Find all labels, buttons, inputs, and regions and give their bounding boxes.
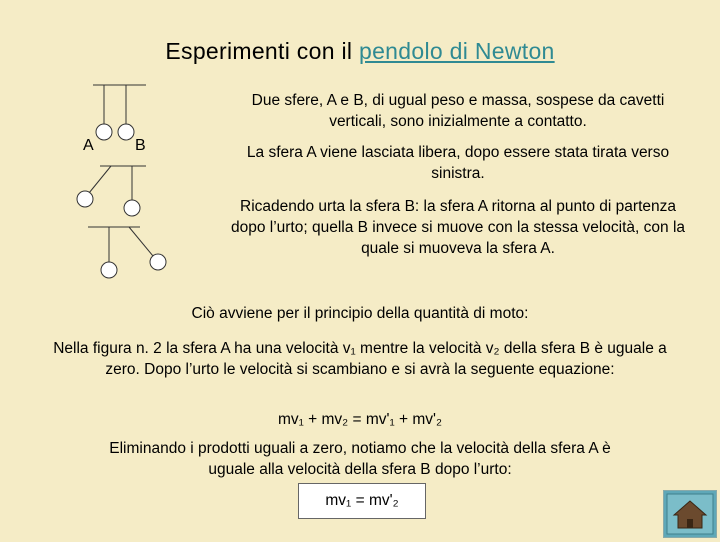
paragraph-conclusion: Eliminando i prodotti uguali a zero, notiamo che la velocità della sfera A è uguale alla velocità della sfera B dopo l’urto:	[109, 440, 611, 478]
ball-b-1	[118, 124, 134, 140]
title-prefix: Esperimenti con il	[165, 38, 353, 64]
home-icon	[664, 491, 716, 537]
paragraph-figure2: Nella figura n. 2 la sfera A ha una velocità v₁ mentre la velocità v₂ della sfera B è uguale a zero. Dopo l’urto le velocità si scambiano e si avrà la seguente equazione:	[53, 340, 667, 378]
home-button[interactable]	[663, 490, 717, 538]
label-a: A	[83, 137, 94, 154]
ball-a-1	[96, 124, 112, 140]
paragraph-principle: Ciò avviene per il principio della quantità di moto:	[191, 305, 529, 322]
paragraph-release: La sfera A viene lasciata libera, dopo essere stata tirata verso sinistra.	[246, 144, 670, 182]
paragraph-collision: Ricadendo urta la sfera B: la sfera A ritorna al punto di partenza dopo l’urto; quella B invece si muove con la stessa velocità, con la quale si muoveva la sfera A.	[230, 198, 686, 257]
cable-b-3	[129, 227, 153, 256]
title-link[interactable]: pendolo di Newton	[359, 38, 555, 64]
paragraph-intro: Due sfere, A e B, di ugual peso e massa, sospese da cavetti verticali, sono inizialmente a contatto.	[251, 92, 665, 130]
label-b: B	[135, 137, 146, 154]
cable-a-2	[89, 166, 111, 193]
ball-a-2	[77, 191, 93, 207]
momentum-equation: mv₁ + mv₂ = mv'₁ + mv'₂	[277, 411, 443, 428]
result-equation: mv₁ = mv'₂	[325, 492, 399, 509]
result-equation-box	[298, 483, 426, 519]
ball-a-3	[101, 262, 117, 278]
ball-b-3	[150, 254, 166, 270]
ball-b-2	[124, 200, 140, 216]
